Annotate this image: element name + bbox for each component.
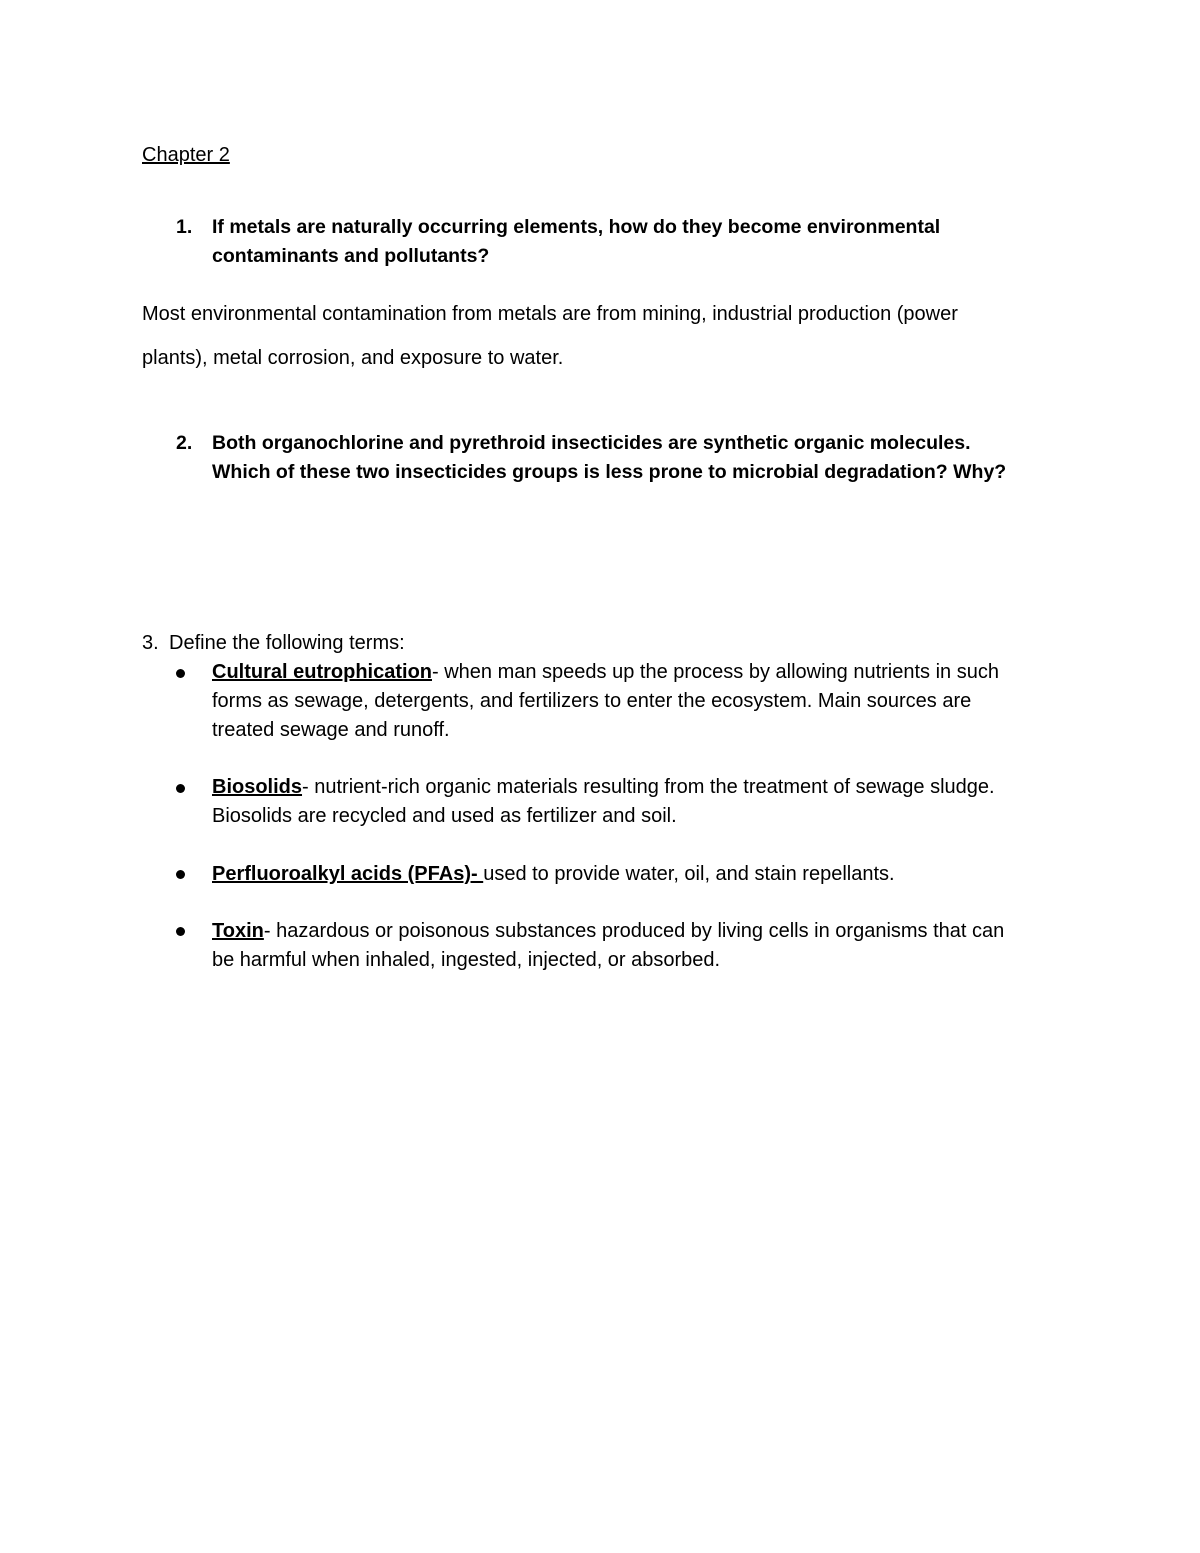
- question-1-number: 1.: [176, 216, 193, 238]
- answer-1-line-2: plants), metal corrosion, and exposure to water.: [142, 347, 564, 369]
- term-label: Toxin: [212, 920, 264, 942]
- definition-text: treated sewage and runoff.: [212, 719, 450, 741]
- question-1-line-2: contaminants and pollutants?: [212, 245, 490, 267]
- bullet-icon: [176, 784, 185, 793]
- question-1-text: [212, 213, 940, 271]
- definition-pfas: [212, 860, 895, 889]
- question-2-line-1: Both organochlorine and pyrethroid insecticides are synthetic organic molecules.: [212, 432, 971, 454]
- question-1-line-1: If metals are naturally occurring elements, how do they become environmental: [212, 216, 941, 238]
- definition-biosolids: [212, 773, 995, 831]
- question-3-number: 3.: [142, 632, 159, 654]
- definition-text: Biosolids are recycled and used as fertilizer and soil.: [212, 805, 677, 827]
- definition-text: - nutrient-rich organic materials resulting from the treatment of sewage sludge.: [302, 776, 995, 798]
- definition-toxin: [212, 917, 1004, 975]
- bullet-icon: [176, 870, 185, 879]
- question-3-text: Define the following terms:: [169, 632, 405, 654]
- term-label: Cultural eutrophication: [212, 661, 432, 683]
- definition-text: forms as sewage, detergents, and fertilizers to enter the ecosystem. Main sources are: [212, 690, 972, 712]
- answer-1: [142, 292, 958, 380]
- term-label: Biosolids: [212, 776, 303, 798]
- definition-text: - when man speeds up the process by allowing nutrients in such: [432, 661, 999, 683]
- question-2-line-2: Which of these two insecticides groups is less prone to microbial degradation? Why?: [212, 461, 1007, 483]
- chapter-title: Chapter 2: [142, 144, 230, 166]
- definition-text: used to provide water, oil, and stain repellants.: [483, 863, 895, 885]
- bullet-icon: [176, 927, 185, 936]
- bullet-icon: [176, 669, 185, 678]
- question-2-number: 2.: [176, 432, 193, 454]
- definition-text: - hazardous or poisonous substances produced by living cells in organisms that can: [263, 920, 1005, 942]
- question-2-text: [212, 429, 1006, 487]
- definition-cultural-eutrophication: [212, 658, 999, 745]
- answer-1-line-1: Most environmental contamination from metals are from mining, industrial production (power: [142, 303, 958, 325]
- definition-text: be harmful when inhaled, ingested, injected, or absorbed.: [212, 949, 721, 971]
- term-label: Perfluoroalkyl acids (PFAs)-: [212, 863, 484, 885]
